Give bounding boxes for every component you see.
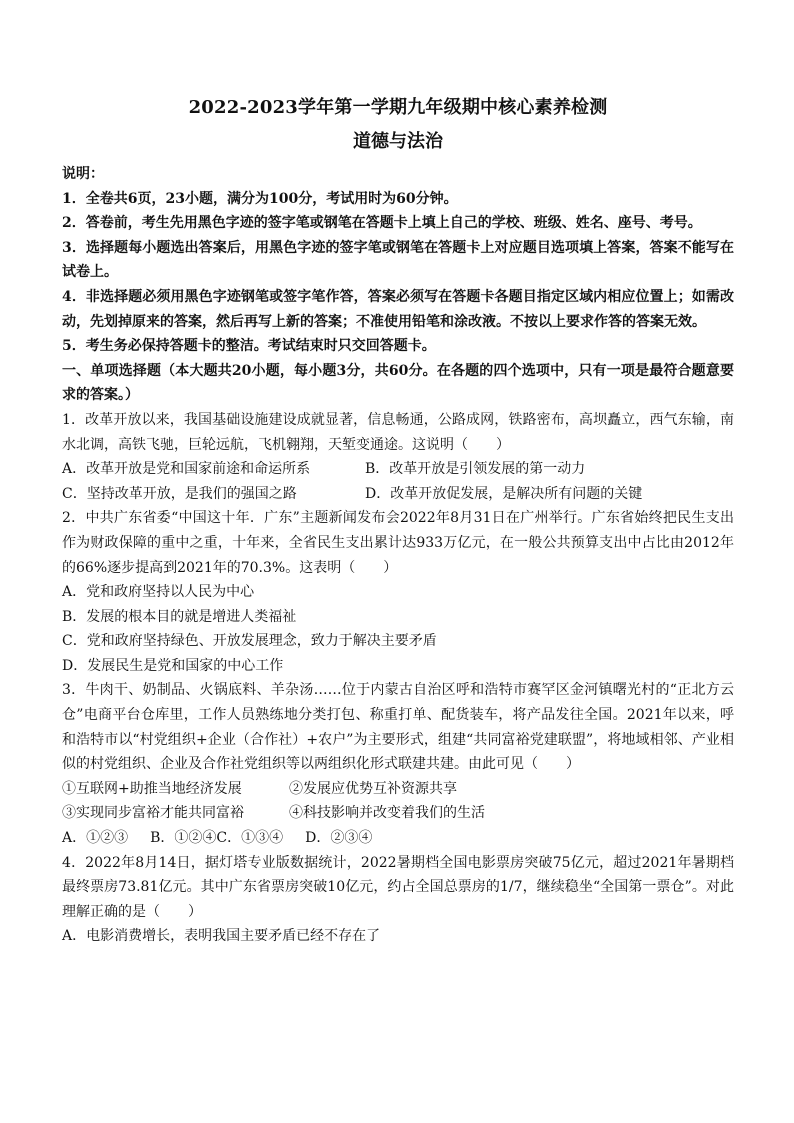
statement-1: ①互联网+助推当地经济发展 (62, 780, 242, 797)
question-1 (62, 408, 734, 506)
statement-3: ③实现同步富裕才能共同富裕 (62, 805, 244, 822)
options-line (62, 826, 734, 851)
question-stem: 3．牛肉干、奶制品、火锅底料、羊杂汤……位于内蒙古自治区呼和浩特市赛罕区金河镇曙光村的“正北方云仓”电商平台仓库里，工作人员熟练地分类打包、称重打单、配货装车，将产品发往全国。2021年以来，呼和浩特市以“村党组织+企业（合作社）+农户”为主要形式，组建“共同富裕党建联盟”，将地域相邻、产业相似的村党组织、企业及合作社党组织等以两组织化形式联建共建。由此可见（ ） (62, 682, 734, 773)
option-a: A．改革开放是党和国家前途和命运所系 (62, 461, 311, 478)
option-c: C．党和政府坚持绿色、开放发展理念，致力于解决主要矛盾 (62, 633, 437, 650)
question-stem: 2．中共广东省委“中国这十年．广东”主题新闻发布会2022年8月31日在广州举行。广东省始终把民生支出作为财政保障的重中之重，十年来，全省民生支出累计达933万亿元，在一般公共预算支出中占比由2012年的66%逐步提高到2021年的70.3%。这表明（ ） (62, 510, 734, 576)
option-b-c: B．①②④C．①③④ (150, 830, 284, 847)
instructions-block (62, 162, 734, 359)
question-stem: 4．2022年8月14日，据灯塔专业版数据统计，2022暑期档全国电影票房突破75亿元，超过2021年暑期档最终票房73.81亿元。其中广东省票房突破10亿元，约占全国总票房的1/7，继续稳坐“全国第一票仓”。对此理解正确的是（ ） (62, 854, 734, 920)
question-2 (62, 506, 734, 678)
option-a: A．①②③ (62, 830, 129, 847)
question-3 (62, 678, 734, 850)
instruction-item: 1．全卷共6页，23小题，满分为100分，考试用时为60分钟。 (62, 190, 458, 207)
exam-subject: 道德与法治 (353, 131, 443, 152)
option-d: D．②③④ (305, 830, 373, 847)
question-4 (62, 851, 734, 949)
statement-2: ②发展应优势互补资源共享 (289, 780, 457, 797)
question-stem: 1．改革开放以来，我国基础设施建设成就显著，信息畅通，公路成网，铁路密布，高坝矗立，西气东输，南水北调，高铁飞驰，巨轮远航，飞机翱翔，天堑变通途。这说明（ ） (62, 411, 734, 453)
instruction-item: 2．答卷前，考生先用黑色字迹的签字笔或钢笔在答题卡上填上自己的学校、班级、姓名、座号、考号。 (62, 215, 702, 232)
instructions-label: 说明： (62, 166, 104, 182)
option-a: A．党和政府坚持以人民为中心 (62, 584, 255, 601)
exam-title: 2022-2023学年第一学期九年级期中核心素养检测 (188, 97, 608, 118)
instruction-item: 4．非选择题必须用黑色字迹钢笔或签字笔作答，答案必须写在答题卡各题目指定区域内相应位置上；如需改动，先划掉原来的答案，然后再写上新的答案；不准使用铅笔和涂改液。不按以上要求作答的答案无效。 (62, 288, 734, 330)
option-d: D．改革开放促发展，是解决所有问题的关键 (365, 485, 643, 502)
option-b: B．发展的根本目的就是增进人类福祉 (62, 608, 297, 625)
option-a: A．电影消费增长，表明我国主要矛盾已经不存在了 (62, 928, 381, 945)
statement-4: ④科技影响并改变着我们的生活 (289, 805, 485, 822)
instruction-item: 5．考生务必保持答题卡的整洁。考试结束时只交回答题卡。 (62, 338, 436, 355)
option-b: B．改革开放是引领发展的第一动力 (365, 461, 586, 478)
option-c: C．坚持改革开放，是我们的强国之路 (62, 485, 297, 502)
instruction-item: 3．选择题每小题选出答案后，用黑色字迹的签字笔或钢笔在答题卡上对应题目选项填上答案，答案不能写在试卷上。 (62, 239, 734, 281)
section-heading: 一、单项选择题（本大题共20小题，每小题3分，共60分。在各题的四个选项中，只有一项是最符合题意要求的答案。） (62, 362, 734, 404)
option-d: D．发展民生是党和国家的中心工作 (62, 657, 284, 674)
